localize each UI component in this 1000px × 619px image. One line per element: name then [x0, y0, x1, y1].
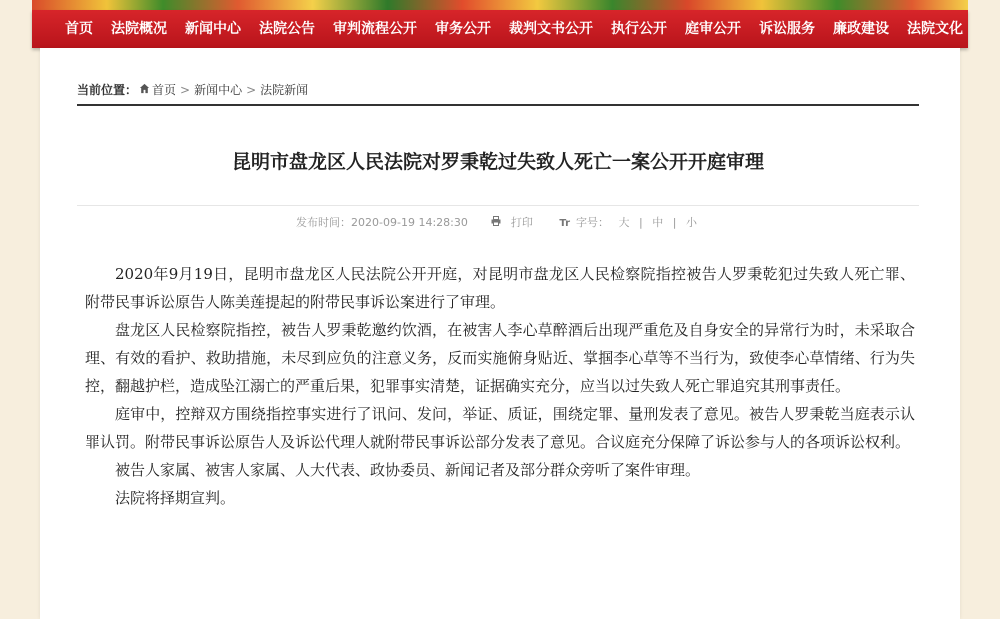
breadcrumb-divider: [77, 104, 919, 106]
font-size-separator: |: [672, 216, 677, 229]
breadcrumb-news-center[interactable]: 新闻中心: [194, 83, 243, 97]
publish-time: 发布时间：2020-09-19 14:28:30: [296, 216, 468, 229]
font-size-label: 字号：: [576, 216, 610, 229]
printer-icon: [491, 216, 505, 229]
nav-trial-process[interactable]: 审判流程公开: [333, 21, 417, 37]
font-size-separator: |: [639, 216, 643, 229]
home-icon: [139, 83, 150, 97]
nav-court-notices[interactable]: 法院公告: [259, 21, 315, 37]
header-flower-banner: [32, 0, 968, 10]
font-size-large[interactable]: 大: [618, 216, 630, 229]
font-size-small[interactable]: 小: [685, 216, 697, 229]
nav-court-overview[interactable]: 法院概况: [111, 21, 167, 37]
print-button[interactable]: [488, 216, 539, 229]
article-paragraph: 被告人家属、被害人家属、人大代表、政协委员、新闻记者及部分群众旁听了案件审理。: [115, 461, 701, 479]
breadcrumb: [77, 81, 917, 98]
print-label: 打印: [510, 216, 533, 229]
breadcrumb-home[interactable]: 首页: [152, 83, 177, 97]
article-title: 昆明市盘龙区人民法院对罗秉乾过失致人死亡一案公开开庭审理: [231, 151, 764, 173]
article-paragraph: 庭审中，控辩双方围绕指控事实进行了讯问、发问，举证、质证，围绕定罪、量刑发表了意见。被告人罗秉乾当庭表示认罪认罚。附带民事诉讼原告人及诉讼代理人就附带民事诉讼部分发表了意见。合议庭充分保障了诉讼参与人的各项诉讼权利。: [85, 405, 915, 451]
font-size-medium[interactable]: 中: [652, 216, 664, 229]
article-panel: [40, 48, 960, 619]
main-nav: [32, 10, 968, 48]
article-paragraph: 法院将择期宣判。: [115, 489, 236, 507]
breadcrumb-title: 当前位置：: [77, 83, 138, 97]
nav-judgments[interactable]: 裁判文书公开: [509, 21, 593, 37]
breadcrumb-separator: >: [246, 82, 257, 97]
nav-integrity[interactable]: 廉政建设: [833, 21, 889, 37]
font-size-control: [556, 216, 700, 229]
breadcrumb-court-news[interactable]: 法院新闻: [260, 83, 309, 97]
nav-news-center[interactable]: 新闻中心: [185, 21, 241, 37]
article-body: [85, 260, 915, 512]
article-paragraph: 盘龙区人民检察院指控，被告人罗秉乾邀约饮酒，在被害人李心草醉酒后出现严重危及自身安全的异常行为时，未采取合理、有效的看护、救助措施，未尽到应负的注意义务，反而实施俯身贴近、掌掴李心草等不当行为，致使李心草情绪、行为失控，翻越护栏，造成坠江溺亡的严重后果，犯罪事实清楚，证据确实充分，应当以过失致人死亡罪追究其刑事责任。: [85, 321, 915, 395]
breadcrumb-separator: >: [180, 82, 191, 97]
article-meta: [77, 214, 919, 230]
nav-enforcement[interactable]: 执行公开: [611, 21, 667, 37]
article-paragraph: 2020年9月19日，昆明市盘龙区人民法院公开开庭，对昆明市盘龙区人民检察院指控被告人罗秉乾犯过失致人死亡罪、附带民事诉讼原告人陈美莲提起的附带民事诉讼案进行了审理。: [85, 265, 915, 311]
font-size-icon: Tr: [559, 218, 571, 229]
nav-litigation-services[interactable]: 诉讼服务: [759, 21, 815, 37]
nav-home[interactable]: 首页: [65, 21, 93, 37]
meta-divider: [77, 205, 919, 206]
nav-court-affairs[interactable]: 审务公开: [435, 21, 491, 37]
nav-hearings[interactable]: 庭审公开: [685, 21, 741, 37]
nav-court-culture[interactable]: 法院文化: [907, 21, 963, 37]
